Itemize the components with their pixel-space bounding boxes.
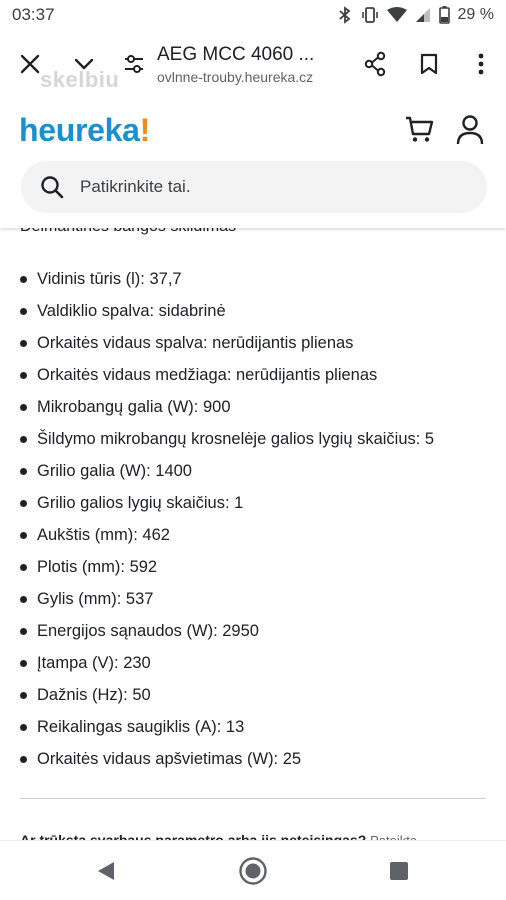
home-circle-icon xyxy=(238,856,268,886)
spec-item xyxy=(0,423,434,455)
spec-text: Grilio galios lygių skaičius: 1 xyxy=(37,493,244,512)
spec-text: Dažnis (Hz): 50 xyxy=(37,685,151,704)
bullet-icon xyxy=(20,756,27,763)
home-button[interactable] xyxy=(237,855,269,887)
bookmark-button[interactable] xyxy=(402,37,456,91)
vibrate-icon xyxy=(361,6,379,24)
back-triangle-icon xyxy=(96,860,116,882)
spec-list xyxy=(0,263,434,775)
spec-item xyxy=(0,583,434,615)
watermark: skelbiu xyxy=(40,67,120,92)
status-bar xyxy=(0,0,506,30)
spec-item xyxy=(0,743,434,775)
spec-item xyxy=(0,455,434,487)
recents-square-icon xyxy=(389,861,409,881)
spec-item xyxy=(0,615,434,647)
spec-text: Mikrobangų galia (W): 900 xyxy=(37,397,231,416)
spec-item xyxy=(0,327,434,359)
site-header xyxy=(0,98,506,228)
spec-text: Gylis (mm): 537 xyxy=(37,589,154,608)
page-url: ovlnne-trouby.heureka.cz xyxy=(157,68,314,85)
bullet-icon xyxy=(20,436,27,443)
account-button[interactable] xyxy=(455,114,485,151)
bullet-icon xyxy=(20,500,27,507)
bullet-icon xyxy=(20,308,27,315)
spec-text: Reikalingas saugiklis (A): 13 xyxy=(37,717,245,736)
spec-content xyxy=(0,228,506,840)
divider xyxy=(20,798,486,799)
bullet-icon xyxy=(20,340,27,347)
search-icon xyxy=(39,174,65,200)
spec-text: Grilio galia (W): 1400 xyxy=(37,461,192,480)
bookmark-icon xyxy=(420,53,438,75)
user-icon xyxy=(455,114,485,146)
spec-text: Aukštis (mm): 462 xyxy=(37,525,170,544)
bullet-icon xyxy=(20,276,27,283)
heureka-logo[interactable] xyxy=(19,112,150,149)
close-icon xyxy=(20,54,40,74)
spec-text: Energijos sąnaudos (W): 2950 xyxy=(37,621,259,640)
logo-text: heureka xyxy=(19,112,140,148)
signal-icon xyxy=(415,7,431,23)
spec-item xyxy=(0,359,434,391)
back-button[interactable] xyxy=(90,855,122,887)
bullet-icon xyxy=(20,372,27,379)
bullet-icon xyxy=(20,532,27,539)
spec-text: Orkaitės vidaus medžiaga: nerūdijantis plienas xyxy=(37,365,378,384)
spec-text: Vidinis tūris (l): 37,7 xyxy=(37,269,182,288)
spec-text: Orkaitės vidaus apšvietimas (W): 25 xyxy=(37,749,302,768)
battery-icon xyxy=(439,6,450,24)
bullet-icon xyxy=(20,692,27,699)
status-icons xyxy=(337,6,494,24)
bullet-icon xyxy=(20,596,27,603)
spec-item xyxy=(0,263,434,295)
page-info[interactable] xyxy=(157,44,348,85)
spec-text: Orkaitės vidaus spalva: nerūdijantis plienas xyxy=(37,333,354,352)
spec-item xyxy=(0,711,434,743)
spec-item xyxy=(0,487,434,519)
spec-item xyxy=(0,519,434,551)
share-button[interactable] xyxy=(348,37,402,91)
spec-item xyxy=(0,647,434,679)
spec-item xyxy=(0,295,434,327)
bullet-icon xyxy=(20,404,27,411)
tune-icon xyxy=(123,53,145,75)
wifi-icon xyxy=(387,7,407,23)
spec-item xyxy=(0,679,434,711)
cart-button[interactable] xyxy=(404,114,434,149)
bullet-icon xyxy=(20,564,27,571)
cart-icon xyxy=(404,114,434,144)
status-time: 03:37 xyxy=(12,5,55,24)
more-vert-icon xyxy=(478,53,484,75)
system-nav-bar xyxy=(0,840,506,900)
search-input[interactable] xyxy=(80,177,440,197)
logo-exclamation: ! xyxy=(139,112,150,148)
spec-item xyxy=(0,551,434,583)
bullet-icon xyxy=(20,468,27,475)
search-box[interactable] xyxy=(21,161,487,213)
bullet-icon xyxy=(20,660,27,667)
bullet-icon xyxy=(20,724,27,731)
battery-percent: 29 % xyxy=(457,6,494,23)
bullet-icon xyxy=(20,628,27,635)
spec-text: Valdiklio spalva: sidabrinė xyxy=(37,301,226,320)
share-icon xyxy=(364,52,386,76)
spec-text: Plotis (mm): 592 xyxy=(37,557,158,576)
recents-button[interactable] xyxy=(383,855,415,887)
browser-toolbar xyxy=(0,30,506,98)
spec-item xyxy=(0,391,434,423)
bluetooth-icon xyxy=(337,6,353,24)
spec-text: Įtampa (V): 230 xyxy=(37,653,151,672)
spec-text: Šildymo mikrobangų krosnelėje galios lygių skaičius: 5 xyxy=(37,429,435,448)
more-options-button[interactable] xyxy=(456,37,506,91)
page-title: AEG MCC 4060 ... xyxy=(157,43,315,65)
